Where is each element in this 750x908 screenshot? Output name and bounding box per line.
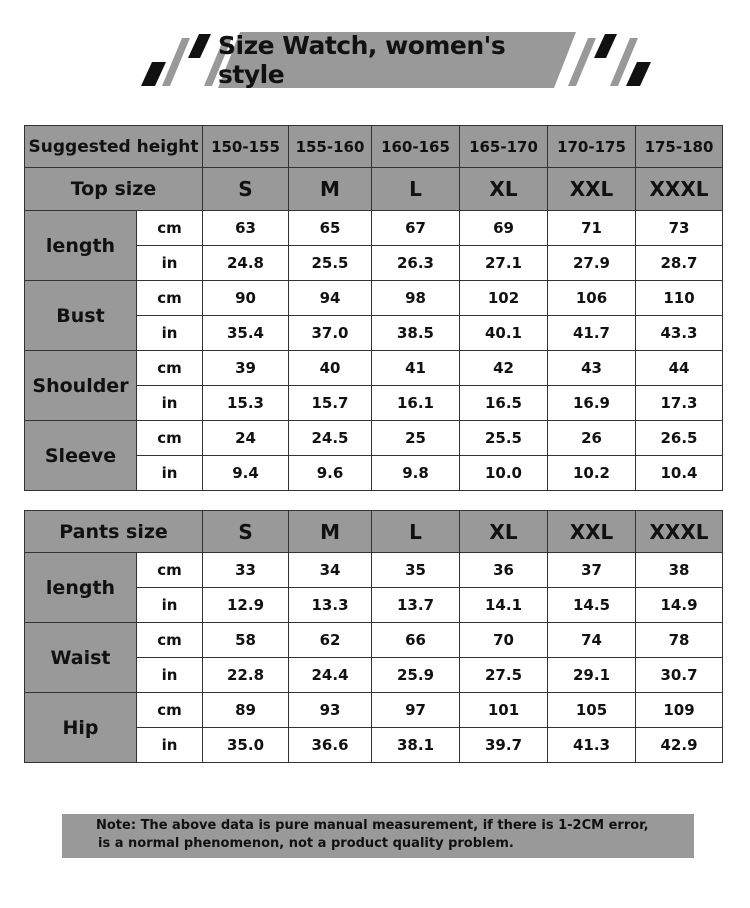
unit-label: in [137,386,203,421]
table-cell: 26.5 [636,421,723,456]
table-cell: 73 [636,211,723,246]
table-cell: 25.5 [460,421,548,456]
unit-label: cm [137,623,203,658]
table-cell: 15.3 [203,386,289,421]
table-cell: 105 [548,693,636,728]
pants-size-row [25,511,723,553]
unit-label: in [137,588,203,623]
table-cell: 66 [372,623,460,658]
table-cell: 13.7 [372,588,460,623]
table-cell: 24 [203,421,289,456]
table-cell: 67 [372,211,460,246]
table-cell: 38 [636,553,723,588]
unit-label: cm [137,693,203,728]
table-cell: 10.0 [460,456,548,491]
table-cell: 106 [548,281,636,316]
table-cell: 28.7 [636,246,723,281]
table-cell: 109 [636,693,723,728]
table-cell: 71 [548,211,636,246]
table-cell: 12.9 [203,588,289,623]
table-cell: 35 [372,553,460,588]
note-line-2: is a normal phenomenon, not a product quality problem. [98,836,514,851]
unit-label: in [137,658,203,693]
measurement-row [25,553,723,588]
right-stripe-black-small [626,62,651,86]
table-cell: 62 [289,623,372,658]
table-cell: 94 [289,281,372,316]
left-stripe-black-tall [188,34,211,58]
table-cell: 14.9 [636,588,723,623]
table-cell: 26.3 [372,246,460,281]
table-cell: 42 [460,351,548,386]
height-range: 175-180 [636,126,723,168]
table-cell: 10.2 [548,456,636,491]
left-stripe-black-small [141,62,166,86]
measurement-name: Hip [25,693,137,763]
table-cell: 37 [548,553,636,588]
unit-label: cm [137,351,203,386]
height-range: 150-155 [203,126,289,168]
page-title: Size Watch, women's style [218,31,506,89]
size-header: L [372,168,460,211]
table-cell: 58 [203,623,289,658]
measurement-row [25,623,723,658]
left-stripe-gray-outline [162,38,190,86]
table-cell: 97 [372,693,460,728]
unit-label: cm [137,553,203,588]
table-cell: 40.1 [460,316,548,351]
table-cell: 25.9 [372,658,460,693]
size-header: XL [460,511,548,553]
table-cell: 16.5 [460,386,548,421]
table-cell: 24.4 [289,658,372,693]
title-banner [0,0,750,110]
table-cell: 16.9 [548,386,636,421]
height-range: 155-160 [289,126,372,168]
table-cell: 110 [636,281,723,316]
table-cell: 89 [203,693,289,728]
table-cell: 90 [203,281,289,316]
table-cell: 44 [636,351,723,386]
measurement-name: Sleeve [25,421,137,491]
table-cell: 39.7 [460,728,548,763]
table-cell: 25.5 [289,246,372,281]
table-cell: 22.8 [203,658,289,693]
table-cell: 43 [548,351,636,386]
table-cell: 27.1 [460,246,548,281]
table-cell: 17.3 [636,386,723,421]
table-cell: 37.0 [289,316,372,351]
unit-label: cm [137,211,203,246]
top-size-label: Top size [25,168,203,211]
table-cell: 43.3 [636,316,723,351]
measurement-name: Shoulder [25,351,137,421]
table-cell: 33 [203,553,289,588]
table-cell: 35.4 [203,316,289,351]
table-cell: 9.6 [289,456,372,491]
table-cell: 69 [460,211,548,246]
measurement-name: Bust [25,281,137,351]
unit-label: in [137,728,203,763]
size-header: M [289,511,372,553]
note-line-1: Note: The above data is pure manual measurement, if there is 1-2CM error, [96,818,649,833]
size-header: XXL [548,168,636,211]
pants-size-table [24,510,723,763]
measurement-name: Waist [25,623,137,693]
table-cell: 34 [289,553,372,588]
measurement-row [25,211,723,246]
table-cell: 38.1 [372,728,460,763]
table-cell: 24.8 [203,246,289,281]
measurement-row [25,421,723,456]
table-cell: 41 [372,351,460,386]
table-cell: 25 [372,421,460,456]
table-cell: 16.1 [372,386,460,421]
size-header: XL [460,168,548,211]
table-cell: 41.7 [548,316,636,351]
size-header: XXXL [636,511,723,553]
pants-size-label: Pants size [25,511,203,553]
size-header: S [203,168,289,211]
table-cell: 24.5 [289,421,372,456]
table-cell: 70 [460,623,548,658]
size-header: M [289,168,372,211]
table-cell: 41.3 [548,728,636,763]
table-cell: 9.8 [372,456,460,491]
table-cell: 39 [203,351,289,386]
suggested-height-label: Suggested height [25,126,203,168]
table-cell: 26 [548,421,636,456]
measurement-name: length [25,211,137,281]
table-cell: 63 [203,211,289,246]
right-stripe-black-tall [594,34,617,58]
measurement-row [25,351,723,386]
table-cell: 14.1 [460,588,548,623]
note-box [62,814,694,858]
table-cell: 102 [460,281,548,316]
unit-label: cm [137,421,203,456]
size-header: XXL [548,511,636,553]
table-cell: 93 [289,693,372,728]
table-cell: 98 [372,281,460,316]
size-header: S [203,511,289,553]
table-cell: 40 [289,351,372,386]
table-cell: 36.6 [289,728,372,763]
table-cell: 78 [636,623,723,658]
table-cell: 29.1 [548,658,636,693]
table-cell: 14.5 [548,588,636,623]
measurement-row [25,693,723,728]
measurement-row [25,281,723,316]
table-cell: 74 [548,623,636,658]
table-cell: 27.5 [460,658,548,693]
unit-label: cm [137,281,203,316]
table-cell: 27.9 [548,246,636,281]
height-range: 170-175 [548,126,636,168]
table-cell: 38.5 [372,316,460,351]
table-cell: 65 [289,211,372,246]
table-cell: 42.9 [636,728,723,763]
table-cell: 15.7 [289,386,372,421]
table-cell: 10.4 [636,456,723,491]
height-row [25,126,723,168]
table-cell: 9.4 [203,456,289,491]
size-header: XXXL [636,168,723,211]
top-size-row [25,168,723,211]
table-cell: 13.3 [289,588,372,623]
measurement-name: length [25,553,137,623]
unit-label: in [137,246,203,281]
unit-label: in [137,316,203,351]
height-range: 160-165 [372,126,460,168]
unit-label: in [137,456,203,491]
table-cell: 30.7 [636,658,723,693]
size-header: L [372,511,460,553]
table-cell: 101 [460,693,548,728]
table-cell: 35.0 [203,728,289,763]
height-range: 165-170 [460,126,548,168]
table-cell: 36 [460,553,548,588]
top-size-table [24,125,723,491]
